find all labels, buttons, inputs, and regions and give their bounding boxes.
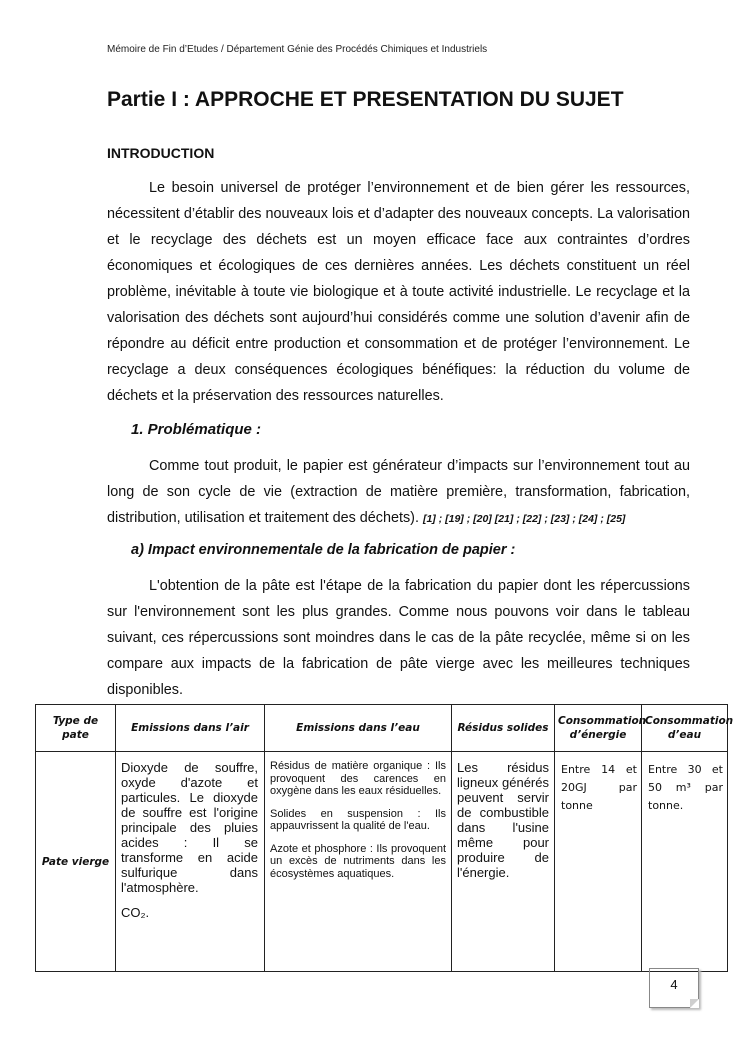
introduction-heading: INTRODUCTION xyxy=(107,145,215,161)
solid-residues-cell: Les résidus ligneux générés peuvent servir de combustible dans l'usine même pour produire de l'énergie. xyxy=(452,752,555,972)
energy-consumption-cell: Entre 14 et 20GJ par tonne xyxy=(555,752,642,972)
problematique-paragraph xyxy=(107,453,690,532)
water-emissions-cell xyxy=(265,752,452,972)
page-number: 4 xyxy=(670,977,678,992)
impact-heading: a) Impact environnementale de la fabrication de papier : xyxy=(131,542,516,558)
table-row xyxy=(36,752,728,972)
introduction-paragraph: Le besoin universel de protéger l’environnement et de bien gérer les ressources, nécessitent d’établir des nouveaux lois et d’adapter des nouveaux concepts. La valorisation et le recyclage des déchets est un moyen efficace face aux contraintes d’ordres économiques et écologiques de ces dernières années. Les déchets constituent un réel problème, inévitable à toute vie biologique et à toute activité industrielle. Le recyclage et la valorisation des déchets sont aujourd’hui considérés comme une solution d’avenir afin de répondre au déficit entre production et consommation et de protéger l’environnement. Le recyclage a deux conséquences écologiques bénéfiques: la réduction du volume de déchets et la préservation des ressources naturelles. xyxy=(107,180,690,404)
air-emissions-cell xyxy=(116,752,265,972)
running-header: Mémoire de Fin d’Etudes / Département Génie des Procédés Chimiques et Industriels xyxy=(107,44,488,55)
header-emissions-eau: Emissions dans l’eau xyxy=(265,705,452,752)
header-consommation-energie: Consommation d’énergie xyxy=(555,705,642,752)
header-consommation-eau: Consommation d’eau xyxy=(642,705,728,752)
references-citation: [1] ; [19] ; [20] [21] ; [22] ; [23] ; [24] ; [25] xyxy=(422,513,626,525)
water-text-3: Azote et phosphore : Ils provoquent un excès de nutriments dans les écosystèmes aquatiques. xyxy=(270,842,446,880)
impact-paragraph: L'obtention de la pâte est l'étape de la fabrication du papier dont les répercussions sur l'environnement sont les plus grandes. Comme nous pouvons voir dans le tableau suivant, ces répercussions sont moindres dans le cas de la pâte recyclée, même si on les compare aux impacts de la fabrication de pâte vierge avec les meilleures techniques disponibles. xyxy=(107,578,690,698)
water-text-1: Résidus de matière organique : Ils provoquent des carences en oxygène dans les eaux résiduelles. xyxy=(270,760,446,797)
air-text-2: CO₂. xyxy=(121,905,150,920)
page-number-box xyxy=(649,968,699,1008)
page-corner-fold xyxy=(690,999,699,1008)
part-title: Partie I : APPROCHE ET PRESENTATION DU SUJET xyxy=(107,88,624,111)
air-text-1: Dioxyde de souffre, oxyde d'azote et particules. Le dioxyde de souffre est l'origine principale des pluies acides : Il se transforme en acide sulfurique dans l'atmosphère. xyxy=(121,760,258,895)
water-text-2: Solides en suspension : Ils appauvrissent la qualité de l'eau. xyxy=(270,807,446,832)
header-residus-solides: Résidus solides xyxy=(452,705,555,752)
problematique-heading: 1. Problématique : xyxy=(131,421,262,438)
row-type-cell: Pate vierge xyxy=(36,752,116,972)
problematique-text: Comme tout produit, le papier est générateur d’impacts sur l’environnement tout au long de son cycle de vie (extraction de matière première, transformation, fabrication, distribution, utilisation et traitement des déchets). xyxy=(107,458,690,526)
header-type-pate: Type de pate xyxy=(36,705,116,752)
table-header-row xyxy=(36,705,728,752)
impact-table xyxy=(35,704,734,972)
water-consumption-cell: Entre 30 et 50 m³ par tonne. xyxy=(642,752,728,972)
header-emissions-air: Emissions dans l’air xyxy=(116,705,265,752)
